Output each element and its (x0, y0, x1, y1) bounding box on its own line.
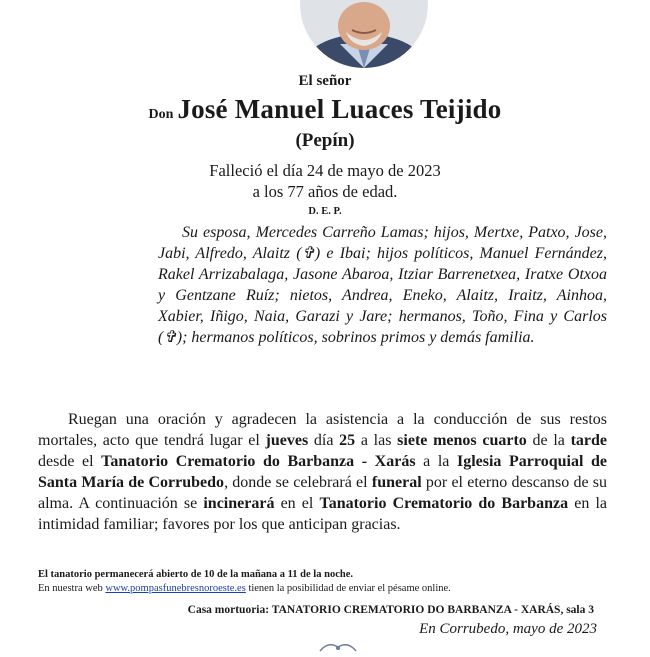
decorative-emblem-icon (318, 639, 358, 657)
ceremony-announcement (38, 409, 607, 536)
family-list: Su esposa, Mercedes Carreño Lamas; hijos, Mertxe, Patxo, Jose, Jabi, Alfredo, Alaitz (✞) e Ibai; hijos políticos, Manuel Fernández, Rakel Arrizabalaga, Jasone Abaroa, Itziar Barrenetxea, Iratxe Otxoa y Gentzane Ruíz; nietos, Andrea, Eneko, Alaitz, Iraitz, Ainhoa, Xabier, Iñigo, Naia, Garazi y Jare; hermanos, Toño, Fina y Carlos (✞); hermanos políticos, sobrinos primos y demás familia. (158, 224, 607, 347)
death-date: Falleció el día 24 de mayo de 2023 (209, 161, 441, 180)
nickname: (Pepín) (295, 130, 355, 151)
opening-hours: El tanatorio permanecerá abierto de 10 de la mañana a 11 de la noche. (38, 569, 353, 580)
deceased-name (0, 94, 650, 125)
ceremony-text: a la (415, 453, 457, 471)
mortuary-info: Casa mortuoria: TANATORIO CREMATORIO DO BARBANZA - XARÁS, sala 3 (187, 604, 594, 616)
ceremony-text: a las (355, 432, 398, 450)
ceremony-text: en la intimidad familiar; favores por los que anticipan gracias. (38, 495, 607, 534)
death-info (0, 160, 650, 202)
age: a los 77 años de edad. (252, 182, 398, 201)
portrait-photo (300, 0, 428, 68)
ceremony-text: desde el (38, 453, 102, 471)
ceremony-origin: Tanatorio Crematorio do Barbanza - Xarás (101, 453, 416, 471)
ceremony-text: de la (526, 432, 571, 450)
ceremony-crematorium: Tanatorio Crematorio do Barbanza (319, 495, 569, 513)
ceremony-text: por el eterno descanso de su alma. A continuación se (38, 474, 608, 513)
web-note-prefix: En nuestra web (38, 582, 106, 594)
honorific-label: El señor (298, 73, 352, 89)
full-name: José Manuel Luaces Teijido (177, 94, 502, 124)
ceremony-text: Ruegan una oración y agradecen la asistencia a la conducción de sus restos mortales, acto que tendrá lugar el (38, 411, 607, 450)
ceremony-date: 25 (339, 432, 356, 450)
notes (38, 568, 613, 595)
ceremony-church: Iglesia Parroquial de Santa María de Corrubedo (38, 453, 607, 492)
web-note-suffix: tienen la posibilidad de enviar el pésame online. (245, 582, 451, 594)
ceremony-text: , donde se celebrará el (224, 474, 372, 492)
ceremony-cremation: incinerará (203, 495, 275, 513)
ceremony-period: tarde (570, 432, 608, 450)
ceremony-time: siete menos cuarto (397, 432, 527, 450)
ceremony-text: en el (274, 495, 320, 513)
ceremony-text: día (308, 432, 340, 450)
dep-label: D. E. P. (308, 206, 342, 217)
web-note (38, 582, 613, 596)
ceremony-funeral: funeral (371, 474, 422, 492)
website-link[interactable]: www.pompasfunebresnoroeste.es (105, 582, 246, 594)
place-date: En Corrubedo, mayo de 2023 (419, 621, 597, 637)
title-don: Don (148, 107, 174, 122)
ceremony-day: jueves (265, 432, 309, 450)
